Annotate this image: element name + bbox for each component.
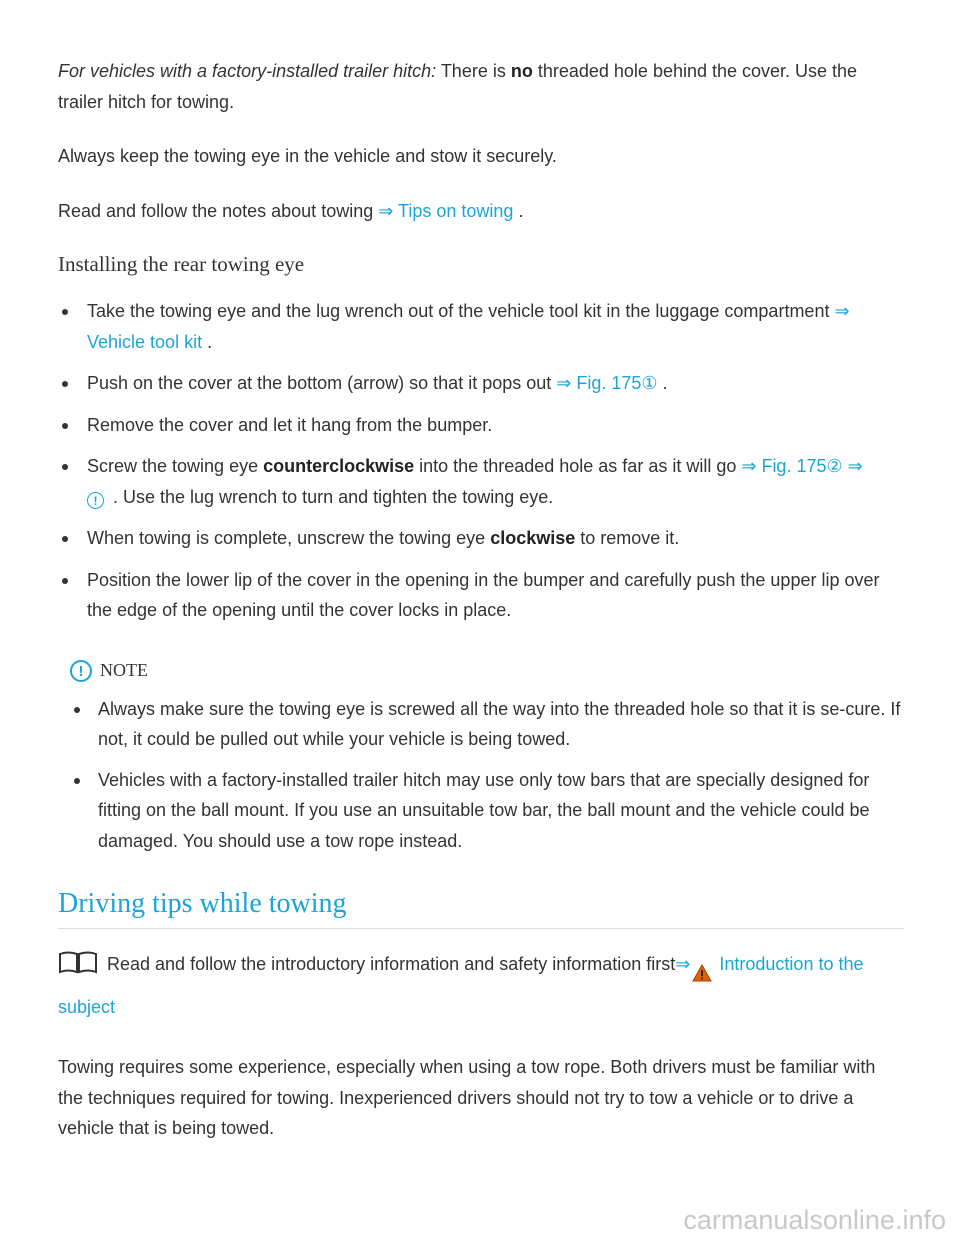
callout-number: ①	[641, 373, 658, 393]
note-list	[70, 694, 904, 857]
link-introduction-to-subject[interactable]: Introduction to the subject	[58, 954, 864, 1017]
italic-lead: For vehicles with a factory-installed trailer hitch:	[58, 61, 437, 81]
document-content	[58, 56, 904, 1144]
bold-clockwise: clockwise	[490, 528, 576, 548]
text: . Use the lug wrench to turn and tighten the towing eye.	[108, 486, 554, 507]
intro-paragraph	[58, 949, 904, 1022]
exclamation-circle-icon: !	[70, 660, 92, 682]
text: Screw the towing eye	[87, 456, 264, 476]
text: into the threaded hole as far as it will go	[414, 456, 742, 476]
paragraph-towing-experience: Towing requires some experience, especially when using a tow rope. Both drivers must be familiar with the techniques required for towing. Inexperienced drivers should not try to tow a vehicle or to drive a vehicle that is being towed.	[58, 1057, 876, 1138]
link-arrow[interactable]: ⇒	[675, 954, 691, 974]
watermark: carmanualsonline.info	[683, 1205, 946, 1235]
link-text: ⇒ Fig. 175	[741, 456, 827, 476]
link-vehicle-tool-kit[interactable]: ⇒ Vehicle tool kit	[87, 301, 850, 352]
paragraph-keep-towing-eye: Always keep the towing eye in the vehicle and stow it securely.	[58, 146, 557, 166]
text: .	[513, 200, 524, 221]
text: threaded hole behind the cover. Use the trailer hitch for towing.	[58, 61, 858, 112]
paragraph-trailer-hitch	[58, 56, 904, 117]
text: When towing is complete, unscrew the towing eye	[87, 528, 491, 548]
text: Take the towing eye and the lug wrench out of the vehicle tool kit in the luggage compartment	[87, 301, 835, 321]
text: to remove it.	[575, 528, 680, 548]
link-text: ⇒ Fig. 175	[556, 373, 642, 393]
list-item: Always make sure the towing eye is screwed all the way into the threaded hole so that it is se-cure. If not, it could be pulled out while your vehicle is being towed.	[70, 694, 904, 755]
note-header	[70, 660, 904, 682]
list-item: Position the lower lip of the cover in the opening in the bumper and carefully push the upper lip over the edge of the opening until the cover locks in place.	[58, 565, 904, 626]
text: Push on the cover at the bottom (arrow) so that it pops out	[87, 373, 557, 393]
paragraph-read-notes	[58, 196, 904, 227]
section-heading-installing: Installing the rear towing eye	[58, 252, 305, 276]
text: .	[202, 331, 213, 352]
link-fig-175-1[interactable]	[556, 373, 657, 393]
section-heading-driving-tips: Driving tips while towing	[58, 886, 904, 929]
callout-number: ②	[826, 456, 843, 476]
bold-no: no	[510, 61, 533, 81]
installation-steps	[58, 296, 904, 626]
text: Read and follow the notes about towing	[58, 200, 379, 221]
book-icon	[58, 950, 98, 984]
link-fig-175-2[interactable]	[741, 456, 862, 476]
text: Read and follow the introductory information and safety information first	[102, 954, 676, 974]
list-item: Remove the cover and let it hang from the bumper.	[58, 410, 904, 441]
text: .	[657, 373, 668, 393]
list-item	[58, 451, 904, 512]
text: There is	[436, 61, 511, 81]
list-item	[58, 368, 904, 399]
note-block	[70, 660, 904, 857]
bold-counterclockwise: counterclockwise	[263, 456, 415, 476]
list-item: Vehicles with a factory-installed trailer hitch may use only tow bars that are specially designed for fitting on the ball mount. If you use an unsuitable tow bar, the ball mount and the vehicle could be damaged. You should use a tow rope instead.	[70, 765, 904, 857]
link-arrow: ⇒	[842, 456, 863, 476]
link-tips-on-towing[interactable]: ⇒ Tips on towing	[378, 200, 514, 221]
warning-triangle-icon[interactable]	[692, 961, 712, 992]
note-label: NOTE	[100, 660, 148, 680]
list-item	[58, 523, 904, 554]
list-item	[58, 296, 904, 357]
note-icon[interactable]: !	[87, 492, 104, 509]
